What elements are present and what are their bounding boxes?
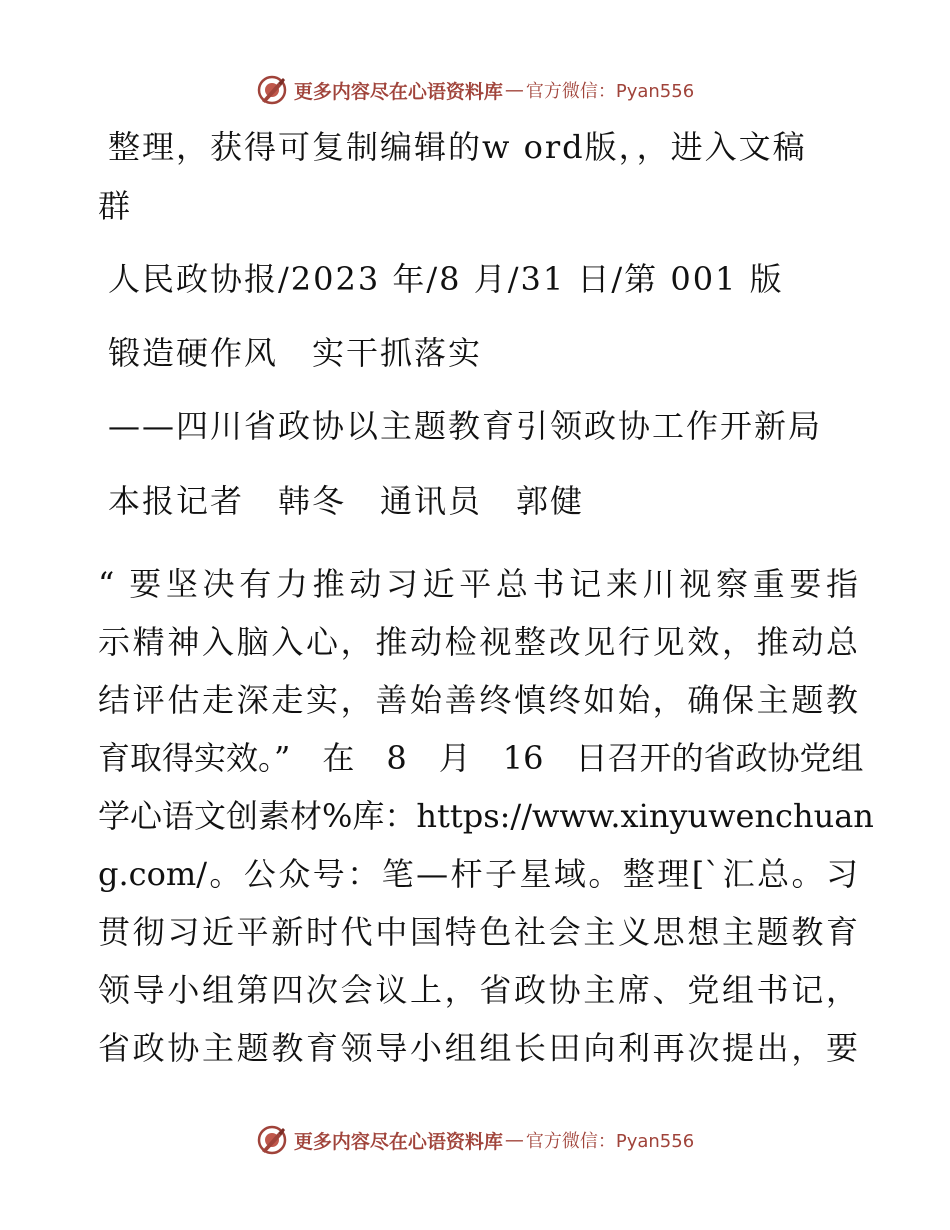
watermark-sub-text: 官方微信：Pyan556 (525, 81, 695, 102)
body-paragraph (98, 555, 874, 1077)
body-line: “ 要坚决有力推动习近平总书记来川视察重要指 (98, 565, 858, 603)
article-byline: 本报记者 韩冬 通讯员 郭健 (108, 482, 585, 520)
pen-logo-icon (256, 1124, 288, 1156)
watermark-main-text: 更多内容尽在心语资料库 (293, 1130, 503, 1153)
source-line: 人民政协报/2023 年/8 月/31 日/第 001 版 (108, 260, 784, 298)
body-line: 结评估走深走实，善始善终慎终如始，确保主题教 (98, 681, 858, 719)
watermark-sub-text: 官方微信：Pyan556 (525, 1131, 695, 1152)
body-line: 示精神入脑入心，推动检视整改见行见效，推动总 (98, 623, 858, 661)
pen-logo-icon (256, 74, 288, 106)
article-subtitle: ——四川省政协以主题教育引领政协工作开新局 (108, 407, 823, 445)
watermark-dash: — (504, 79, 524, 101)
header-line-1: 整理，获得可复制编辑的w ord版，，进入文稿 (108, 128, 807, 166)
body-line: 省政协主题教育领导小组组长田向利再次提出，要 (98, 1029, 858, 1067)
watermark-main-text: 更多内容尽在心语资料库 (293, 80, 503, 103)
body-line: g.com/。公众号：笔—杆子星域。整理[`汇总。习 (98, 855, 858, 893)
watermark-dash: — (504, 1129, 524, 1151)
body-line: 育取得实效。” 在 8 月 16 日召开的省政协党组 (98, 739, 864, 777)
body-line: 学心语文创素材%库：https://www.xinyuwenchuan (98, 797, 874, 835)
watermark-header (0, 70, 950, 110)
watermark-footer (0, 1120, 950, 1160)
body-line: 贯彻习近平新时代中国特色社会主义思想主题教育 (98, 913, 858, 951)
header-line-2: 群 (98, 187, 133, 225)
article-title: 锻造硬作风 实干抓落实 (108, 334, 483, 372)
body-line: 领导小组第四次会议上，省政协主席、党组书记， (98, 971, 858, 1009)
